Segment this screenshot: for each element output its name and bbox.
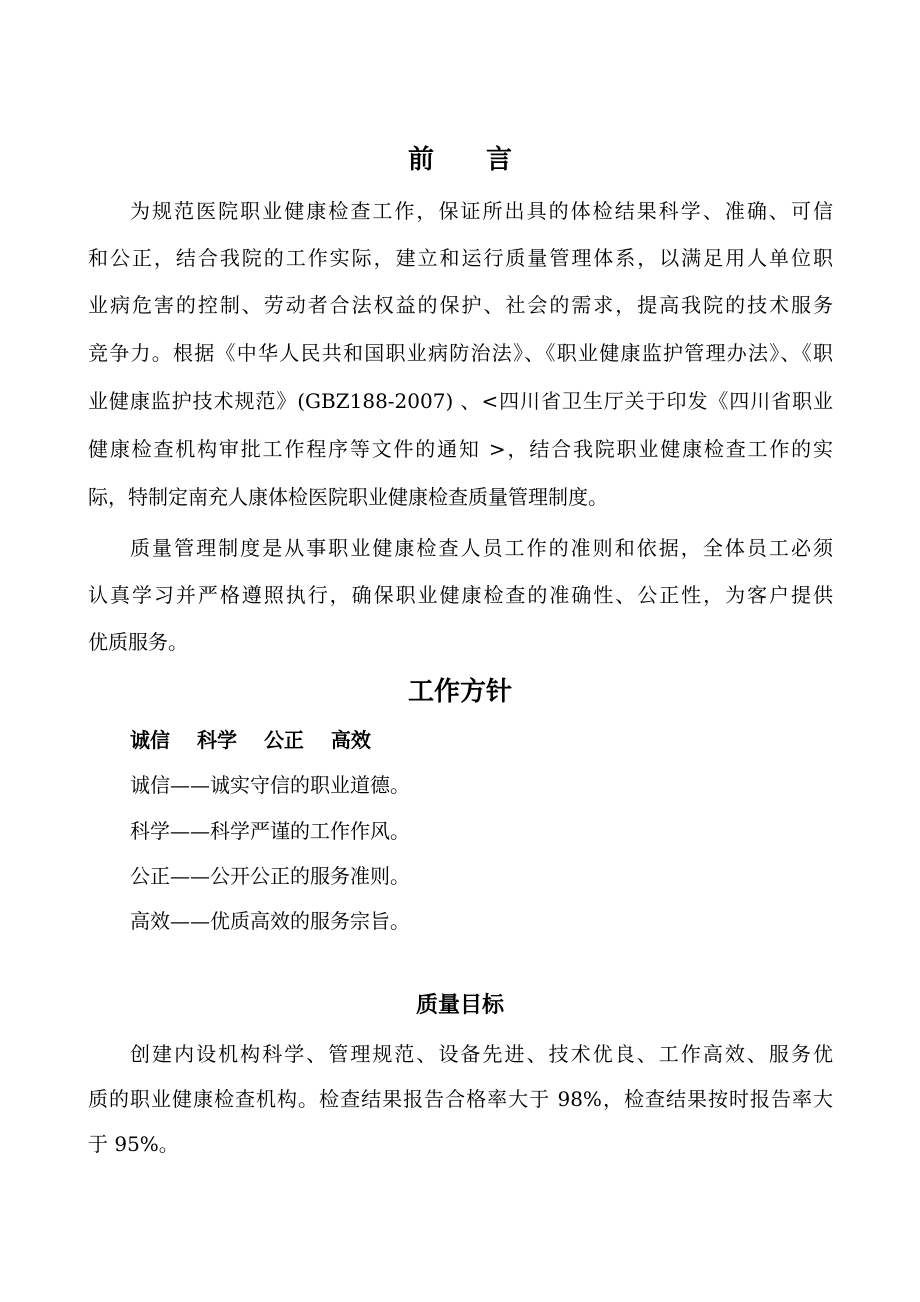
preface-para1-line-1: 为规范医院职业健康检查工作，保证所出具的体检结果科学、准确、可信 (130, 199, 833, 223)
policy-item-fairness: 公正——公开公正的服务准则。 (130, 864, 410, 888)
preface-para1-line-4: 竞争力。根据《中华人民共和国职业病防治法》、《职业健康监护管理办法》、《职 (88, 341, 833, 365)
policy-item-integrity: 诚信——诚实守信的职业道德。 (130, 773, 410, 797)
policy-item-science: 科学——科学严谨的工作作风。 (130, 819, 410, 843)
goal-title: 质量目标 (415, 993, 504, 1018)
preface-para2-line-3: 优质服务。 (88, 630, 188, 654)
preface-para1-line-7: 际，特制定南充人康体检医院职业健康检查质量管理制度。 (88, 485, 608, 509)
goal-line-2: 质的职业健康检查机构。检查结果报告合格率大于 98%，检查结果按时报告率大 (88, 1087, 833, 1111)
preface-para2-line-1: 质量管理制度是从事职业健康检查人员工作的准则和依据，全体员工必须 (130, 536, 833, 560)
keyword-integrity: 诚信 (130, 728, 170, 752)
keyword-fairness: 公正 (263, 728, 304, 752)
preface-para1-line-5: 业健康监护技术规范》(GBZ188-2007) 、<四川省卫生厅关于印发《四川省职业 (88, 389, 833, 413)
preface-para1-line-3: 业病危害的控制、劳动者合法权益的保护、社会的需求，提高我院的技术服务 (88, 293, 833, 317)
goal-line-1: 创建内设机构科学、管理规范、设备先进、技术优良、工作高效、服务优 (130, 1042, 833, 1066)
preface-para1-line-6: 健康检查机构审批工作程序等文件的通知 >，结合我院职业健康检查工作的实 (88, 437, 833, 461)
policy-item-efficiency: 高效——优质高效的服务宗旨。 (130, 909, 410, 933)
keyword-efficiency: 高效 (330, 728, 371, 752)
preface-title: 前言 (407, 145, 564, 175)
policy-keywords (130, 724, 391, 756)
preface-para2-line-2: 认真学习并严格遵照执行，确保职业健康检查的准确性、公正性，为客户提供 (88, 583, 833, 607)
keyword-science: 科学 (196, 728, 237, 752)
policy-title: 工作方针 (407, 677, 512, 707)
goal-line-3: 于 95%。 (88, 1132, 179, 1156)
preface-para1-line-2: 和公正，结合我院的工作实际，建立和运行质量管理体系，以满足用人单位职 (88, 246, 833, 270)
